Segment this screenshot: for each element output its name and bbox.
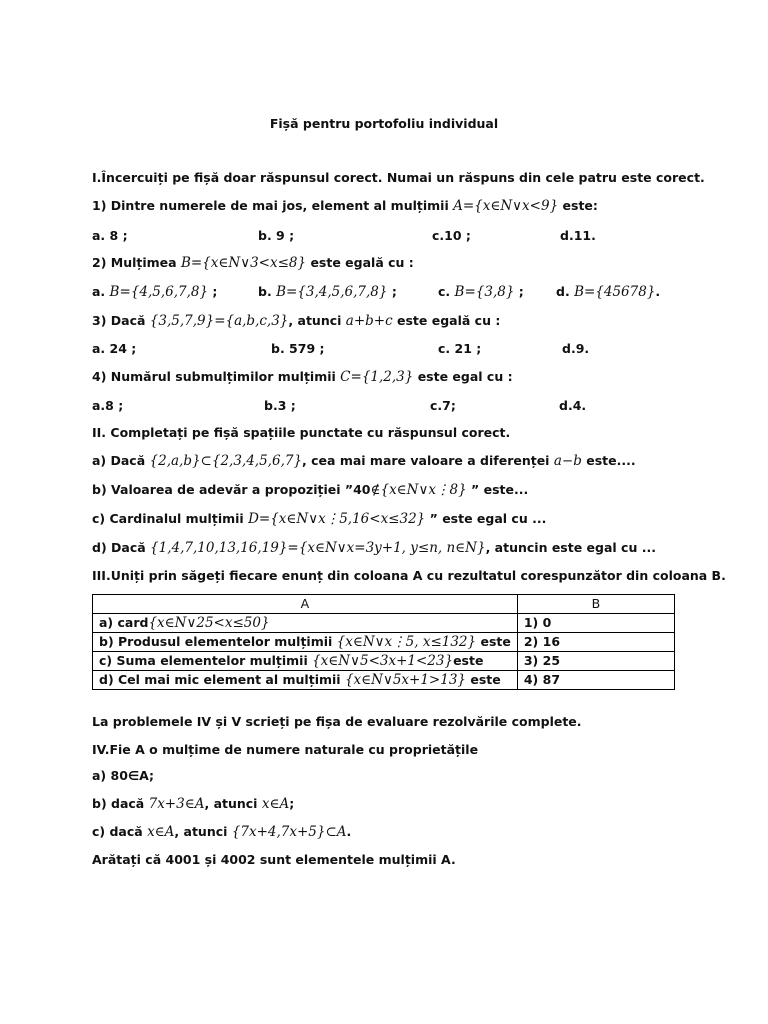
completion-c-math: D={x∈N∨x⋮5,16<x≤32} [248,511,426,527]
q2-option-b[interactable] [258,284,397,300]
column-b-cell[interactable]: 2) 16 [517,633,674,652]
q1-option-b[interactable]: b. 9 ; [258,228,295,243]
q1-tail: este: [562,198,598,213]
property-b-tail: ; [289,796,295,811]
column-a-cell[interactable] [93,652,518,671]
cell-tail: este [476,634,511,649]
completion-a-math: {2,a,b}⊂{2,3,4,5,6,7} [149,453,303,469]
q3-math: {3,5,7,9}={a,b,c,3} [149,313,289,329]
cell-tail: este [466,672,501,687]
q2-text: 2) Mulțimea [92,255,177,270]
completion-b-math: ∉{x∈N∨x⋮8} [370,482,467,498]
q3-option-a[interactable]: a. 24 ; [92,341,137,356]
q2-option-d-math: B={45678} [574,284,656,300]
q2-option-d[interactable] [556,284,660,300]
property-b [92,796,294,812]
column-a-cell[interactable] [93,633,518,652]
completion-d [92,540,656,556]
q1-text: 1) Dintre numerele de mai jos, element al mulțimii [92,198,449,213]
q3-option-d[interactable]: d.9. [562,341,590,356]
completion-b-text: b) Valoarea de adevăr a propoziției ”40 [92,482,371,497]
q2-math: B={x∈N∨3<x≤8} [180,255,307,271]
q3-text: 3) Dacă [92,313,146,328]
property-a: a) 80∈A; [92,768,155,783]
q2-option-a-prefix: a. [92,284,106,299]
q3-option-c[interactable]: c. 21 ; [438,341,482,356]
table-row [93,671,675,690]
completion-a-math-2: a−b [553,453,582,469]
completion-c-text: c) Cardinalul mulțimii [92,511,244,526]
completion-c [92,511,546,527]
completion-d-mid: , atuncin este egal cu ... [485,540,656,555]
q2-option-d-prefix: d. [556,284,570,299]
q3-math-2: a+b+c [345,313,393,329]
column-a-header: A [93,595,518,614]
q3-mid: , atunci [288,313,342,328]
q1-option-d[interactable]: d.11. [560,228,596,243]
property-b-math: 7x+3∈A [148,796,205,812]
column-a-cell[interactable] [93,671,518,690]
completion-a-tail: este.... [586,453,636,468]
q4-option-d[interactable]: d.4. [559,398,587,413]
question-2 [92,255,414,271]
q1-option-c[interactable]: c.10 ; [432,228,471,243]
final-task: Arătați că 4001 și 4002 sunt elementele mulțimii A. [92,852,456,867]
property-c-tail: . [346,824,352,839]
q4-text: 4) Numărul submulțimilor mulțimii [92,369,336,384]
q2-option-c[interactable] [438,284,524,300]
matching-table-header [93,595,675,614]
cell-tail: este [453,653,484,668]
question-3 [92,313,500,329]
q3-option-b[interactable]: b. 579 ; [271,341,325,356]
property-c-text: c) dacă [92,824,143,839]
q2-option-a[interactable] [92,284,217,300]
cell-math: {x∈N∨25<x≤50} [148,615,270,631]
completion-b-tail: ” este... [471,482,529,497]
q4-option-a[interactable]: a.8 ; [92,398,124,413]
section-4-heading: IV.Fie A o mulțime de numere naturale cu proprietățile [92,742,479,757]
table-row [93,652,675,671]
column-b-header: B [517,595,674,614]
section-2-heading: II. Completați pe fișă spațiile punctate cu răspunsul corect. [92,425,511,440]
table-row [93,614,675,633]
question-1 [92,198,598,214]
cell-math: {x∈N∨5x+1>13} [344,672,467,688]
property-b-mid: , atunci [204,796,258,811]
cell-text: d) Cel mai mic element al mulțimii [99,672,341,687]
cell-text: a) card [99,615,149,630]
q2-option-c-suffix: ; [514,284,524,299]
completion-d-text: d) Dacă [92,540,146,555]
column-b-cell[interactable]: 3) 25 [517,652,674,671]
q4-option-c[interactable]: c.7; [430,398,456,413]
question-4 [92,369,513,385]
completion-a-mid: , cea mai mare valoare a diferenței [302,453,550,468]
column-a-cell[interactable] [93,614,518,633]
completion-a [92,453,636,469]
q2-option-c-prefix: c. [438,284,451,299]
column-b-cell[interactable]: 4) 87 [517,671,674,690]
property-b-math-2: x∈A [261,796,290,812]
cell-math: {x∈N∨x⋮5, x≤132} [336,634,477,650]
completion-d-math: {1,4,7,10,13,16,19}={x∈N∨x=3y+1, y≤n, n∈N} [150,540,486,556]
q4-option-b[interactable]: b.3 ; [264,398,296,413]
property-c-math: x∈A [147,824,175,840]
cell-math: {x∈N∨5<3x+1<23} [312,653,454,669]
q1-option-a[interactable]: a. 8 ; [92,228,128,243]
q2-option-b-prefix: b. [258,284,272,299]
q2-option-b-suffix: ; [387,284,397,299]
property-c [92,824,351,840]
q1-math: A={x∈N∨x<9} [453,198,559,214]
cell-text: c) Suma elementelor mulțimii [99,653,308,668]
matching-table [92,594,675,690]
property-b-text: b) dacă [92,796,145,811]
completion-b [92,482,528,498]
completion-a-text: a) Dacă [92,453,146,468]
q3-tail: este egală cu : [397,313,501,328]
column-b-cell[interactable]: 1) 0 [517,614,674,633]
property-c-mid: , atunci [174,824,228,839]
q4-tail: este egal cu : [417,369,513,384]
cell-text: b) Produsul elementelor mulțimii [99,634,333,649]
section-1-heading: I.Încercuiți pe fișă doar răspunsul corect. Numai un răspuns din cele patru este corect. [92,170,705,185]
property-c-math-2: {7x+4,7x+5}⊂A [231,824,347,840]
q4-math: C={1,2,3} [340,369,414,385]
q2-option-a-math: B={4,5,6,7,8} [109,284,209,300]
q2-tail: este egală cu : [310,255,414,270]
instructions-note: La problemele IV și V scrieți pe fișa de evaluare rezolvările complete. [92,714,582,729]
section-3-heading: III.Uniți prin săgeți fiecare enunț din coloana A cu rezultatul corespunzător din coloana B. [92,568,726,583]
worksheet-title: Fișă pentru portofoliu individual [269,116,499,131]
table-row [93,633,675,652]
q2-option-c-math: B={3,8} [454,284,515,300]
completion-c-tail: ” este egal cu ... [429,511,547,526]
q2-option-d-suffix: . [655,284,661,299]
q2-option-a-suffix: ; [208,284,218,299]
q2-option-b-math: B={3,4,5,6,7,8} [276,284,388,300]
